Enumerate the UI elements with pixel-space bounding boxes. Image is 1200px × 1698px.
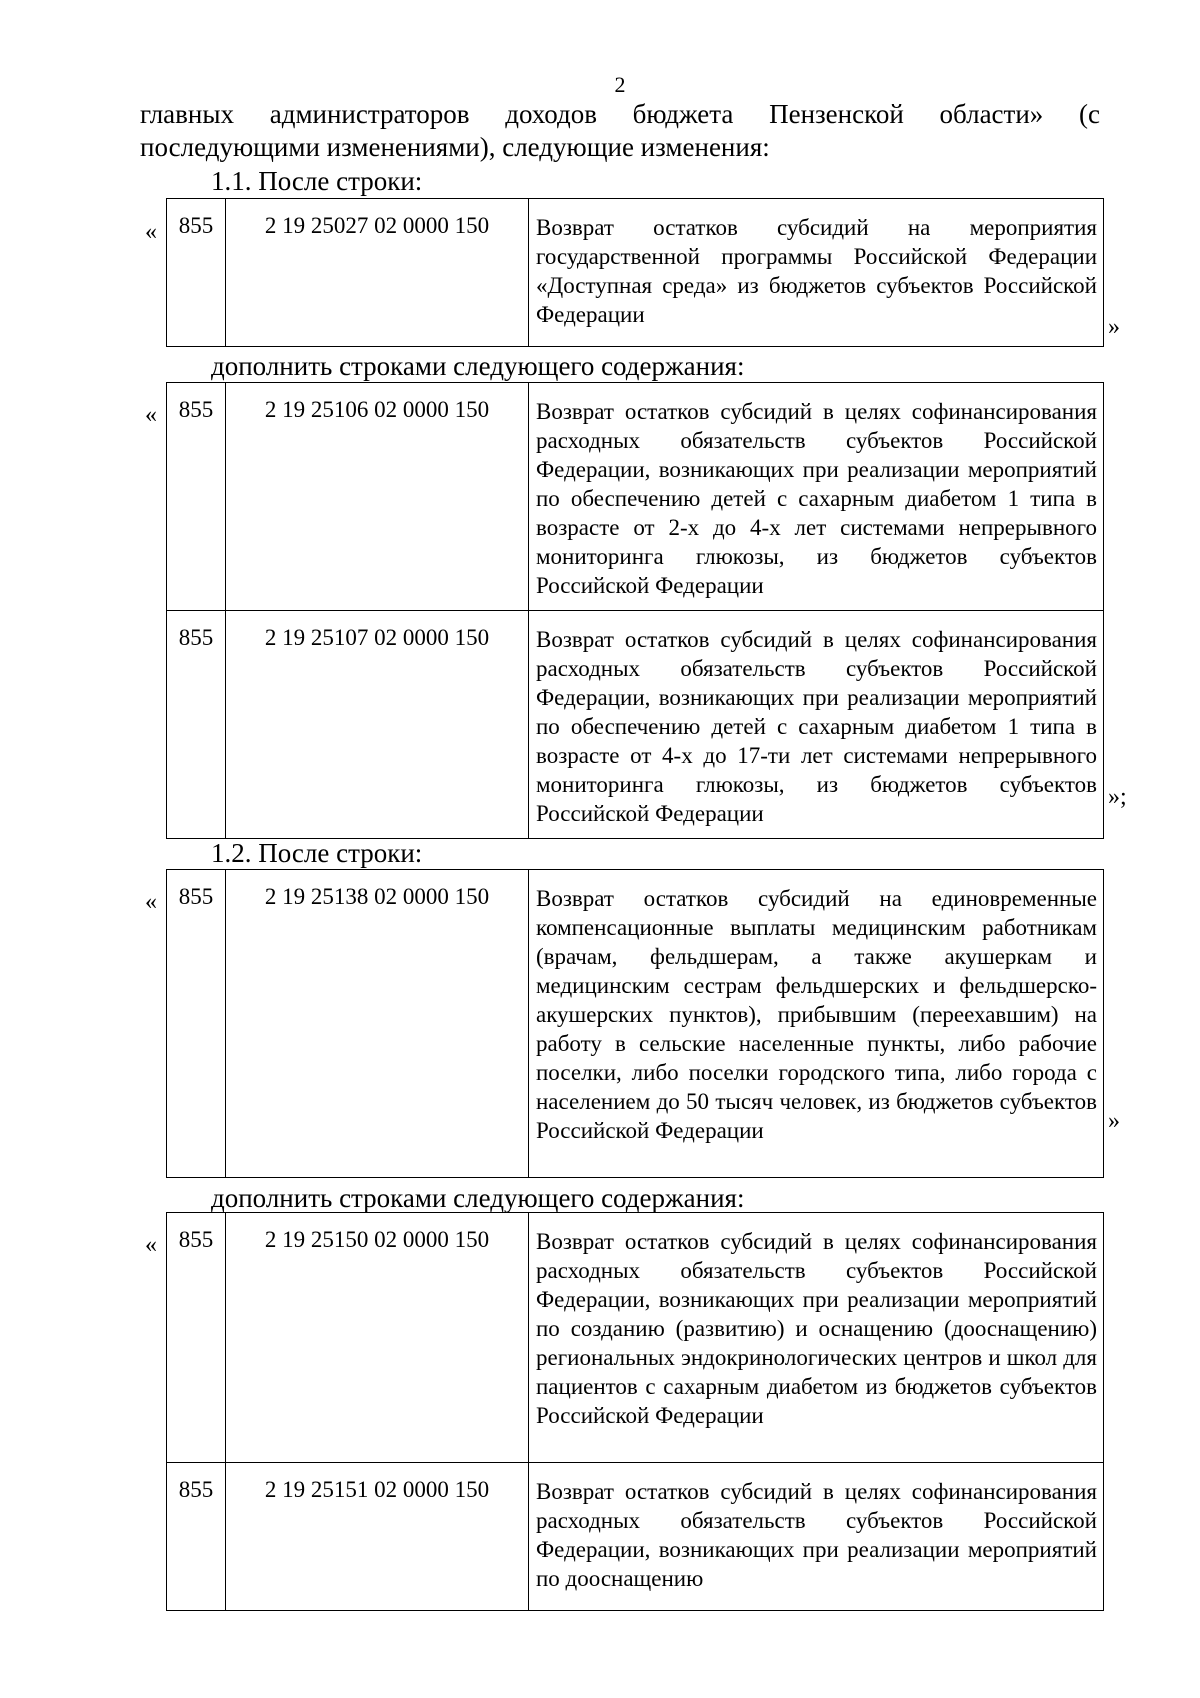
table-row bbox=[167, 1463, 1104, 1611]
table-row bbox=[167, 383, 1104, 611]
description-cell: Возврат остатков субсидий в целях софинансирования расходных обязательств субъектов Российской Федерации, возникающих при реализации мероприятий по обеспечению детей с сахарным диабетом 1 типа в возрасте от 2-х до 4-х лет системами непрерывного мониторинга глюкозы, из бюджетов субъектов Российской Федерации bbox=[529, 383, 1104, 611]
intro-line-2: последующими изменениями), следующие изменения: bbox=[140, 132, 770, 162]
admin-code-cell: 855 bbox=[167, 611, 226, 839]
section-1-2-reference-table bbox=[166, 869, 1104, 1178]
kbk-cell: 2 19 25138 02 0000 150 bbox=[226, 870, 529, 1178]
description-cell: Возврат остатков субсидий на единовременные компенсационные выплаты медицинским работникам (врачам, фельдшерам, а также акушеркам и медицинским сестрам фельдшерских и фельдшерско-акушерских пунктов), прибывшим (переехавшим) на работу в сельские населенные пункты, либо рабочие поселки, либо поселки городского типа, либо города с населением до 50 тысяч человек, из бюджетов субъектов Российской Федерации bbox=[529, 870, 1104, 1178]
section-1-1-new-rows-table bbox=[166, 382, 1104, 839]
table-row bbox=[167, 199, 1104, 347]
close-quote-semicolon: »; bbox=[1108, 784, 1127, 810]
page-number: 2 bbox=[614, 72, 626, 97]
open-quote: « bbox=[145, 889, 157, 915]
admin-code-cell: 855 bbox=[167, 383, 226, 611]
open-quote: « bbox=[145, 1232, 157, 1258]
kbk-cell: 2 19 25150 02 0000 150 bbox=[226, 1213, 529, 1463]
close-quote: » bbox=[1108, 1108, 1120, 1134]
table-row bbox=[167, 611, 1104, 839]
description-cell: Возврат остатков субсидий в целях софинансирования расходных обязательств субъектов Российской Федерации, возникающих при реализации мероприятий по дооснащению bbox=[529, 1463, 1104, 1611]
table-row bbox=[167, 1213, 1104, 1463]
close-quote: » bbox=[1108, 314, 1120, 340]
section-1-1-add-text: дополнить строками следующего содержания: bbox=[211, 351, 745, 381]
admin-code-cell: 855 bbox=[167, 1213, 226, 1463]
description-cell: Возврат остатков субсидий в целях софинансирования расходных обязательств субъектов Российской Федерации, возникающих при реализации мероприятий по созданию (развитию) и оснащению (дооснащению) региональных эндокринологических центров и школ для пациентов с сахарным диабетом из бюджетов субъектов Российской Федерации bbox=[529, 1213, 1104, 1463]
open-quote: « bbox=[145, 402, 157, 428]
admin-code-cell: 855 bbox=[167, 870, 226, 1178]
kbk-cell: 2 19 25151 02 0000 150 bbox=[226, 1463, 529, 1611]
section-1-2-add-text: дополнить строками следующего содержания: bbox=[211, 1183, 745, 1213]
table-row bbox=[167, 870, 1104, 1178]
admin-code-cell: 855 bbox=[167, 1463, 226, 1611]
description-cell: Возврат остатков субсидий на мероприятия государственной программы Российской Федерации «Доступная среда» из бюджетов субъектов Российской Федерации bbox=[529, 199, 1104, 347]
intro-line-1: главных администраторов доходов бюджета Пензенской области» (с bbox=[140, 99, 1100, 129]
section-1-2-heading: 1.2. После строки: bbox=[211, 838, 423, 868]
kbk-cell: 2 19 25106 02 0000 150 bbox=[226, 383, 529, 611]
admin-code-cell: 855 bbox=[167, 199, 226, 347]
description-cell: Возврат остатков субсидий в целях софинансирования расходных обязательств субъектов Российской Федерации, возникающих при реализации мероприятий по обеспечению детей с сахарным диабетом 1 типа в возрасте от 4-х до 17-ти лет системами непрерывного мониторинга глюкозы, из бюджетов субъектов Российской Федерации bbox=[529, 611, 1104, 839]
section-1-1-heading: 1.1. После строки: bbox=[211, 166, 423, 196]
kbk-cell: 2 19 25107 02 0000 150 bbox=[226, 611, 529, 839]
section-1-2-new-rows-table bbox=[166, 1212, 1104, 1611]
section-1-1-reference-table bbox=[166, 198, 1104, 347]
kbk-cell: 2 19 25027 02 0000 150 bbox=[226, 199, 529, 347]
open-quote: « bbox=[145, 219, 157, 245]
